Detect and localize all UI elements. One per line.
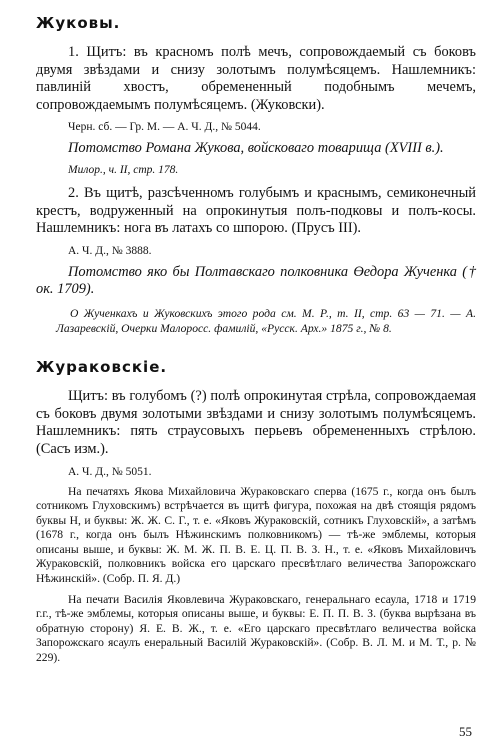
reference: Черн. сб. — Гр. М. — А. Ч. Д., № 5044. <box>68 121 261 134</box>
lineage-line: Потомство Романа Жукова, войсковаго товарища (XVIII в.). <box>68 140 444 157</box>
section-zhukovy <box>36 14 476 336</box>
paragraph: На печатяхъ Якова Михайловича Жураковскаго сперва (1675 г., когда онъ былъ сотникомъ Глуховскимъ) встрѣчается въ щитѣ фигура, похожая на двѣ стоящія рядомъ буквы Н, и буквы: Ж. Ж. С. Г., т. е. «Яковъ Жураковскій, сотникъ Глуховскій», а затѣмъ (1678 г., когда онъ былъ Нѣжинскимъ полковникомъ) — тѣ-же эмблемы, которыя описаны выше, и буквы: Ж. М. Ж. П. В. Е. Ц. П. В. З. Н., т. е. «Яковъ Михайловичъ Жураковскій, полковникъ войска его царскаго пресвѣтлаго величества Запорожскаго Нѣжинскій». (Собр. П. Я. Д.) <box>36 484 476 586</box>
lineage-line: Потомство яко бы Полтавскаго полковника Өедора Жученка († ок. 1709). <box>36 263 476 298</box>
reference: А. Ч. Д., № 5051. <box>68 465 152 478</box>
paragraph: 2. Въ щитѣ, разсѣченномъ голубымъ и краснымъ, семиконечный крестъ, водруженный на опрокинутыя полъ-подковы и полъ-косы. Нашлемникъ: нога въ латахъ со шпорою. (Прусъ III). <box>36 184 476 237</box>
reference: Милор., ч. II, стр. 178. <box>68 163 179 176</box>
section-title: Жуковы. <box>36 14 121 32</box>
reference: А. Ч. Д., № 3888. <box>68 244 152 257</box>
page-number: 55 <box>459 724 472 739</box>
footnote: О Жученкахъ и Жуковскихъ этого рода см. М. Р., т. II, стр. 63 — 71. — А. Лазаревскій, Очерки Малоросс. фамилій, «Русск. Арх.» 1875 г., № 8. <box>56 306 476 335</box>
section-title: Жураковскіе. <box>36 358 168 377</box>
paragraph: На печати Василія Яковлевича Жураковскаго, генеральнаго есаула, 1718 и 1719 г.г., тѣ-же эмблемы, которыя описаны выше, и буквы: Е. П. П. В. З. (буква вырѣзана въ обратную сторону) Я. Е. В. Ж., т. е. «Его царскаго пресвѣтлаго величества войска Запорожскаго ясаулъ енеральный Василій Жураковскій». (Собр. В. Л. М. и М. Т., р. № 229). <box>36 592 476 665</box>
section-zhurakovskie <box>36 358 476 666</box>
paragraph: 1. Щитъ: въ красномъ полѣ мечъ, сопровождаемый съ боковъ двумя звѣздами и снизу золотымъ полумѣсяцемъ. Нашлемникъ: павлиній хвостъ, обремененный подобнымъ мечемъ, сопровождаемымъ полумѣсяцемъ. (Жуковски). <box>36 44 476 113</box>
paragraph: Щитъ: въ голубомъ (?) полѣ опрокинутая стрѣла, сопровождаемая съ боковъ двумя золотыми звѣздами и снизу золотымъ полумѣсяцемъ. Нашлемникъ: пять страусовыхъ перьевъ обремененныхъ стрѣлою. (Сасъ изм.). <box>36 388 476 457</box>
page <box>36 14 476 666</box>
